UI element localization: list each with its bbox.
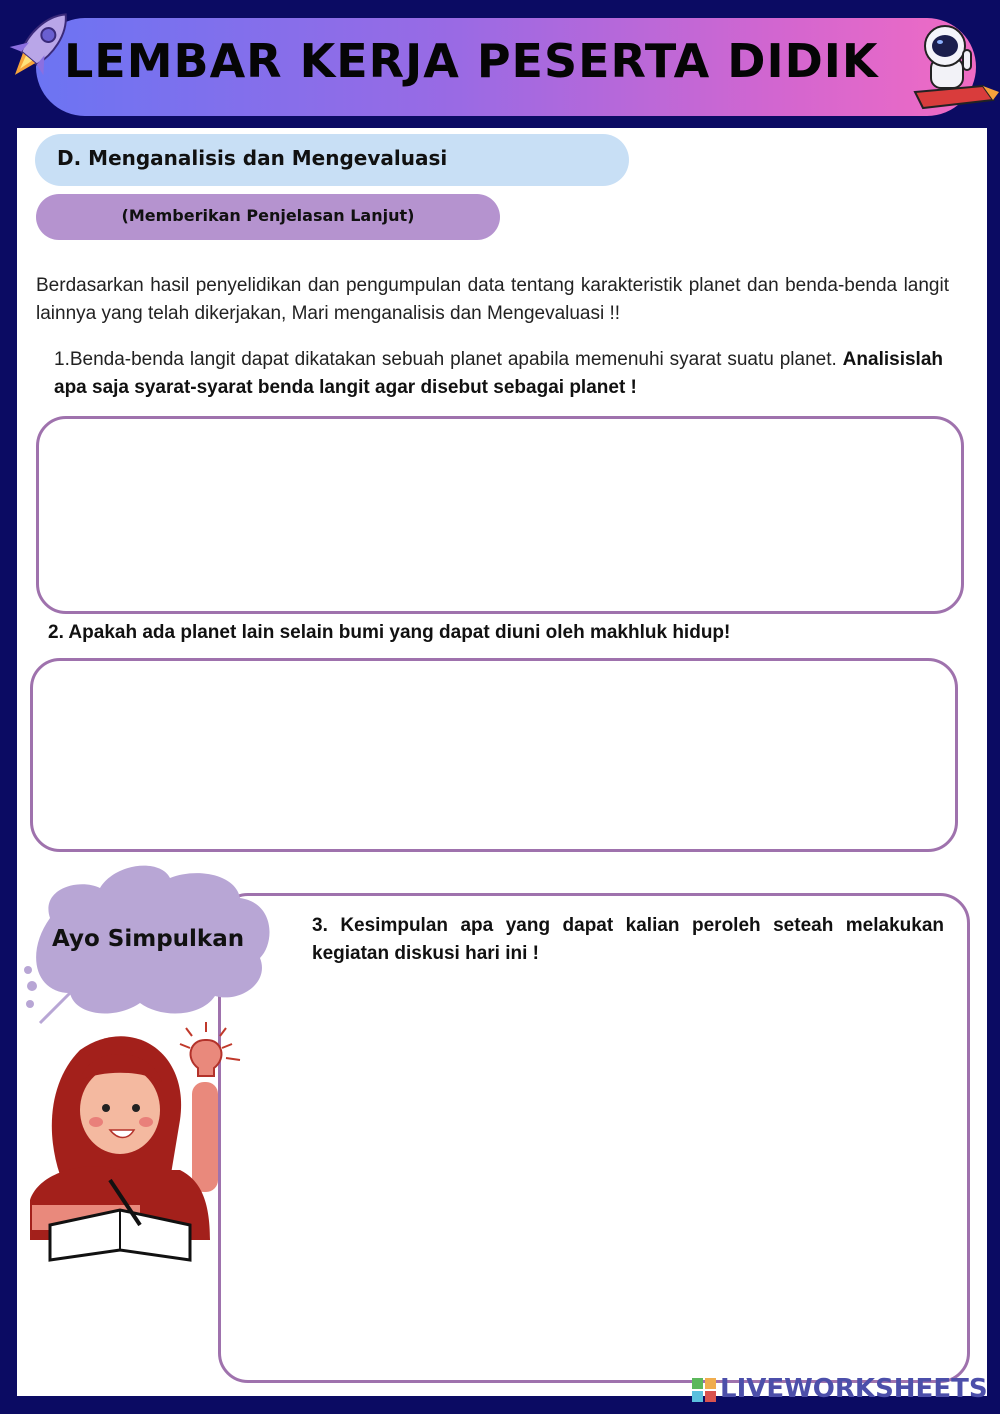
question-3: 3. Kesimpulan apa yang dapat kalian peroleh seteah melakukan kegiatan diskusi hari ini !	[312, 915, 944, 964]
student-writing-illustration	[20, 1010, 260, 1270]
question-1-text: 1.Benda-benda langit dapat dikatakan sebuah planet apabila memenuhi syarat suatu planet.	[54, 349, 843, 370]
question-2: 2. Apakah ada planet lain selain bumi yang dapat diuni oleh makhluk hidup!	[48, 622, 731, 643]
lightbulb-icon	[180, 1022, 240, 1076]
page-title: LEMBAR KERJA PESERTA DIDIK	[64, 34, 879, 88]
section-heading-pill	[35, 134, 629, 186]
answer-box-1[interactable]	[36, 416, 964, 614]
section-heading: D. Menganalisis dan Mengevaluasi	[57, 146, 448, 170]
rocket-icon	[0, 0, 80, 90]
question-1-instruction: Analisislah apa saja syarat-syarat benda langit agar disebut sebagai planet !	[54, 349, 943, 398]
watermark: LIVEWORKSHEETS	[720, 1374, 988, 1404]
liveworksheets-logo-icon	[692, 1378, 716, 1402]
question-1	[54, 346, 943, 402]
answer-box-2[interactable]	[30, 658, 958, 852]
section-subheading: (Memberikan Penjelasan Lanjut)	[121, 206, 415, 225]
intro-paragraph: Berdasarkan hasil penyelidikan dan pengumpulan data tentang karakteristik planet dan benda-benda langit lainnya yang telah dikerjakan, Mari menganalisis dan Mengevaluasi !!	[36, 275, 949, 324]
section-subheading-pill	[36, 194, 500, 240]
callout-label: Ayo Simpulkan	[52, 926, 245, 952]
astronaut-icon	[905, 20, 1000, 115]
